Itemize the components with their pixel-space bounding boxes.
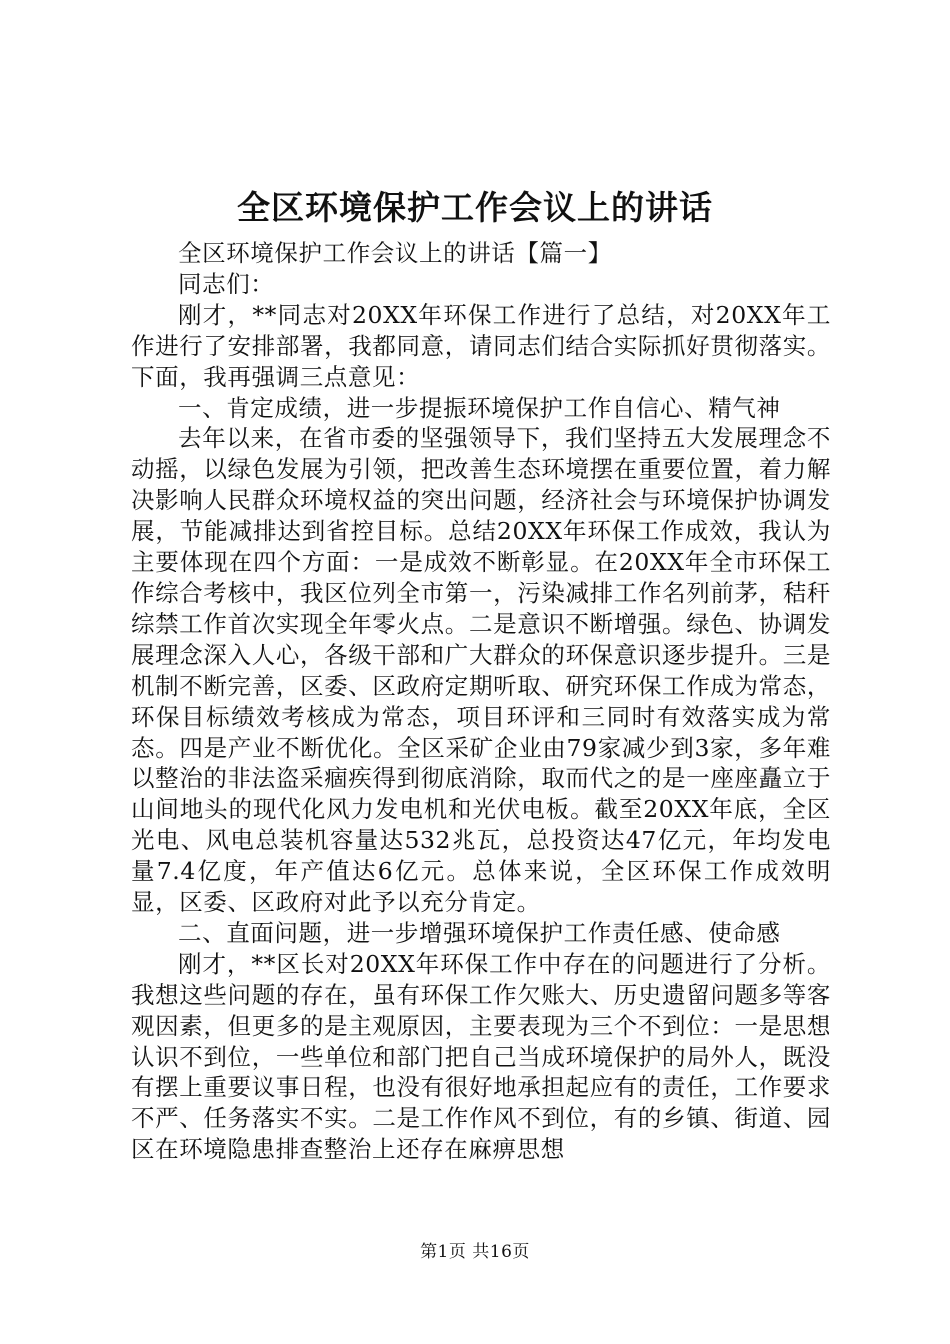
paragraph-achievements: 去年以来，在省市委的坚强领导下，我们坚持五大发展理念不动摇，以绿色发展为引领，把改善生态环境摆在重要位置，着力解决影响人民群众环境权益的突出问题，经济社会与环境保护协调发展，节能减排达到省控目标。总结20XX年环保工作成效，我认为主要体现在四个方面：一是成效不断彰显。在20XX年全市环保工作综合考核中，我区位列全市第一，污染减排工作名列前茅，秸秆综禁工作首次实现全年零火点。二是意识不断增强。绿色、协调发展理念深入人心，各级干部和广大群众的环保意识逐步提升。三是机制不断完善，区委、区政府定期听取、研究环保工作成为常态，环保目标绩效考核成为常态，项目环评和三同时有效落实成为常态。四是产业不断优化。全区采矿企业由79家减少到3家，多年难以整治的非法盗采痼疾得到彻底消除，取而代之的是一座座矗立于山间地头的现代化风力发电机和光伏电板。截至20XX年底，全区光电、风电总装机容量达532兆瓦，总投资达47亿元，年均发电量7.4亿度，年产值达6亿元。总体来说，全区环保工作成效明显，区委、区政府对此予以充分肯定。 xyxy=(131,424,831,917)
document-title: 全区环境保护工作会议上的讲话 xyxy=(237,188,713,227)
section-heading-two: 二、直面问题，进一步增强环境保护工作责任感、使命感 xyxy=(178,918,781,947)
paragraph-intro: 刚才，**同志对20XX年环保工作进行了总结，对20XX年工作进行了安排部署，我都同意，请同志们结合实际抓好贯彻落实。下面，我再强调三点意见： xyxy=(131,300,831,391)
paragraph-heading: 全区环境保护工作会议上的讲话【篇一】 xyxy=(178,239,612,267)
document-body xyxy=(131,238,831,1165)
paragraph-salutation: 同志们： xyxy=(178,269,275,298)
section-heading-one: 一、肯定成绩，进一步提振环境保护工作自信心、精气神 xyxy=(178,393,781,422)
paragraph-problems: 刚才，**区长对20XX年环保工作中存在的问题进行了分析。我想这些问题的存在，虽有环保工作欠账大、历史遗留问题多等客观因素，但更多的是主观原因，主要表现为三个不到位：一是思想认识不到位，一些单位和部门把自己当成环境保护的局外人，既没有摆上重要议事日程，也没有很好地承担起应有的责任，工作要求不严、任务落实不实。二是工作作风不到位，有的乡镇、街道、园区在环境隐患排查整治上还存在麻痹思想 xyxy=(131,949,831,1164)
page-footer: 第1页 共16页 xyxy=(420,1242,530,1262)
